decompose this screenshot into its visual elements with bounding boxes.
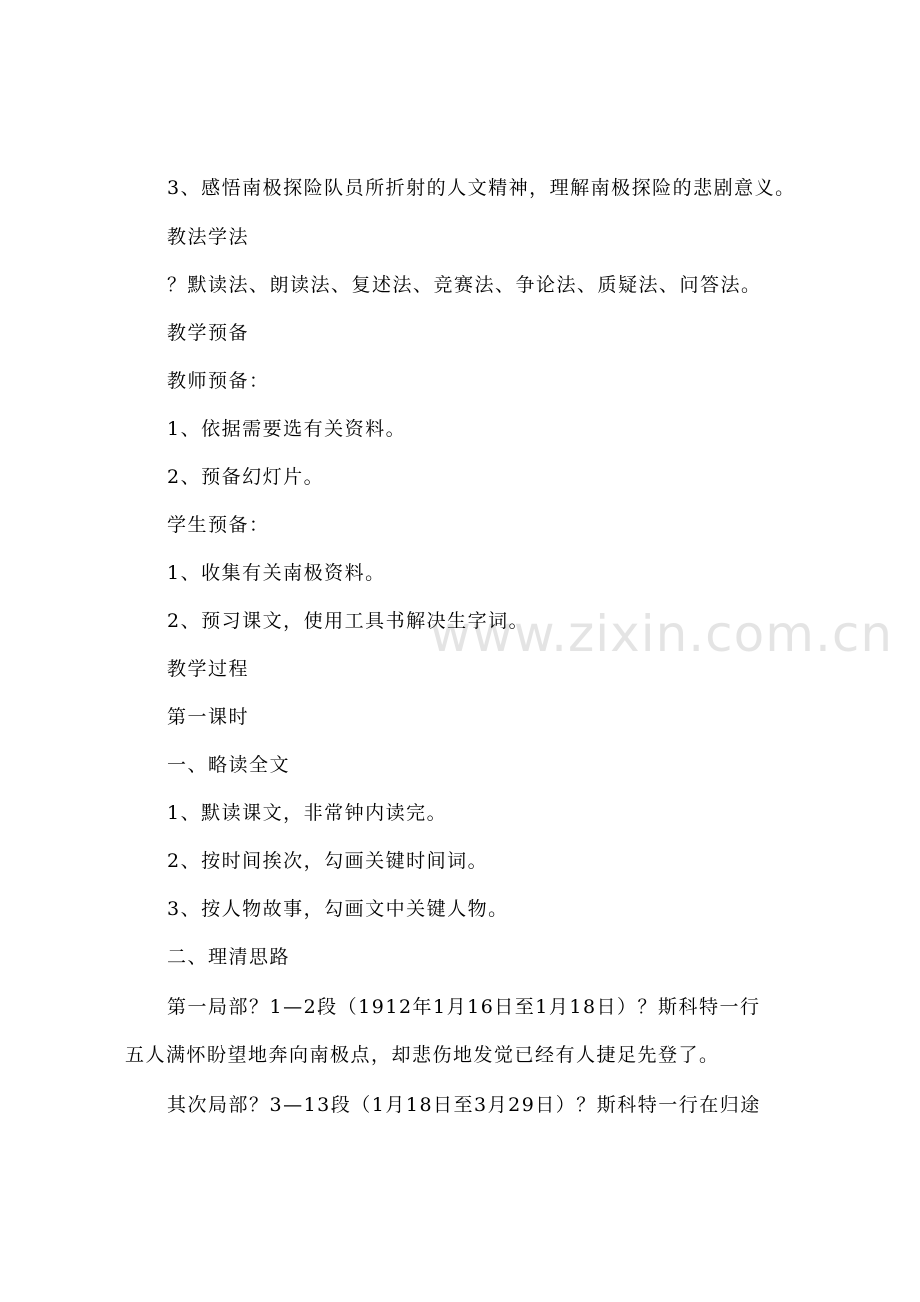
section-heading: 教法学法 — [167, 226, 250, 248]
paragraph-line: 3、感悟南极探险队员所折射的人文精神，理解南极探险的悲剧意义。 — [167, 177, 796, 199]
paragraph-line: 五人满怀盼望地奔向南极点，却悲伤地发觉已经有人捷足先登了。 — [125, 1044, 720, 1066]
subsection-heading: 第一课时 — [167, 706, 250, 728]
list-item: 1、收集有关南极资料。 — [167, 562, 386, 584]
list-item: 1、默读课文，非常钟内读完。 — [167, 802, 448, 824]
list-item: 1、依据需要选有关资料。 — [167, 418, 407, 440]
paragraph-line: 其次局部？3—13段（1月18日至3月29日）？斯科特一行在归途 — [167, 1094, 761, 1116]
list-item: 3、按人物故事，勾画文中关键人物。 — [167, 898, 509, 920]
paragraph-line: ？默读法、朗读法、复述法、竞赛法、争论法、质疑法、问答法。 — [167, 274, 762, 296]
subsection-heading: 学生预备： — [167, 514, 270, 536]
section-heading: 教学过程 — [167, 658, 250, 680]
subsection-heading: 二、理清思路 — [167, 946, 291, 968]
section-heading: 教学预备 — [167, 322, 250, 344]
list-item: 2、预备幻灯片。 — [167, 466, 325, 488]
subsection-heading: 一、略读全文 — [167, 754, 291, 776]
list-item: 2、按时间挨次，勾画关键时间词。 — [167, 850, 489, 872]
paragraph-line: 第一局部？1—2段（1912年1月16日至1月18日）？斯科特一行 — [167, 996, 761, 1018]
watermark: www.zixin.com.cn — [430, 605, 894, 663]
subsection-heading: 教师预备： — [167, 370, 270, 392]
list-item: 2、预习课文，使用工具书解决生字词。 — [167, 610, 530, 632]
